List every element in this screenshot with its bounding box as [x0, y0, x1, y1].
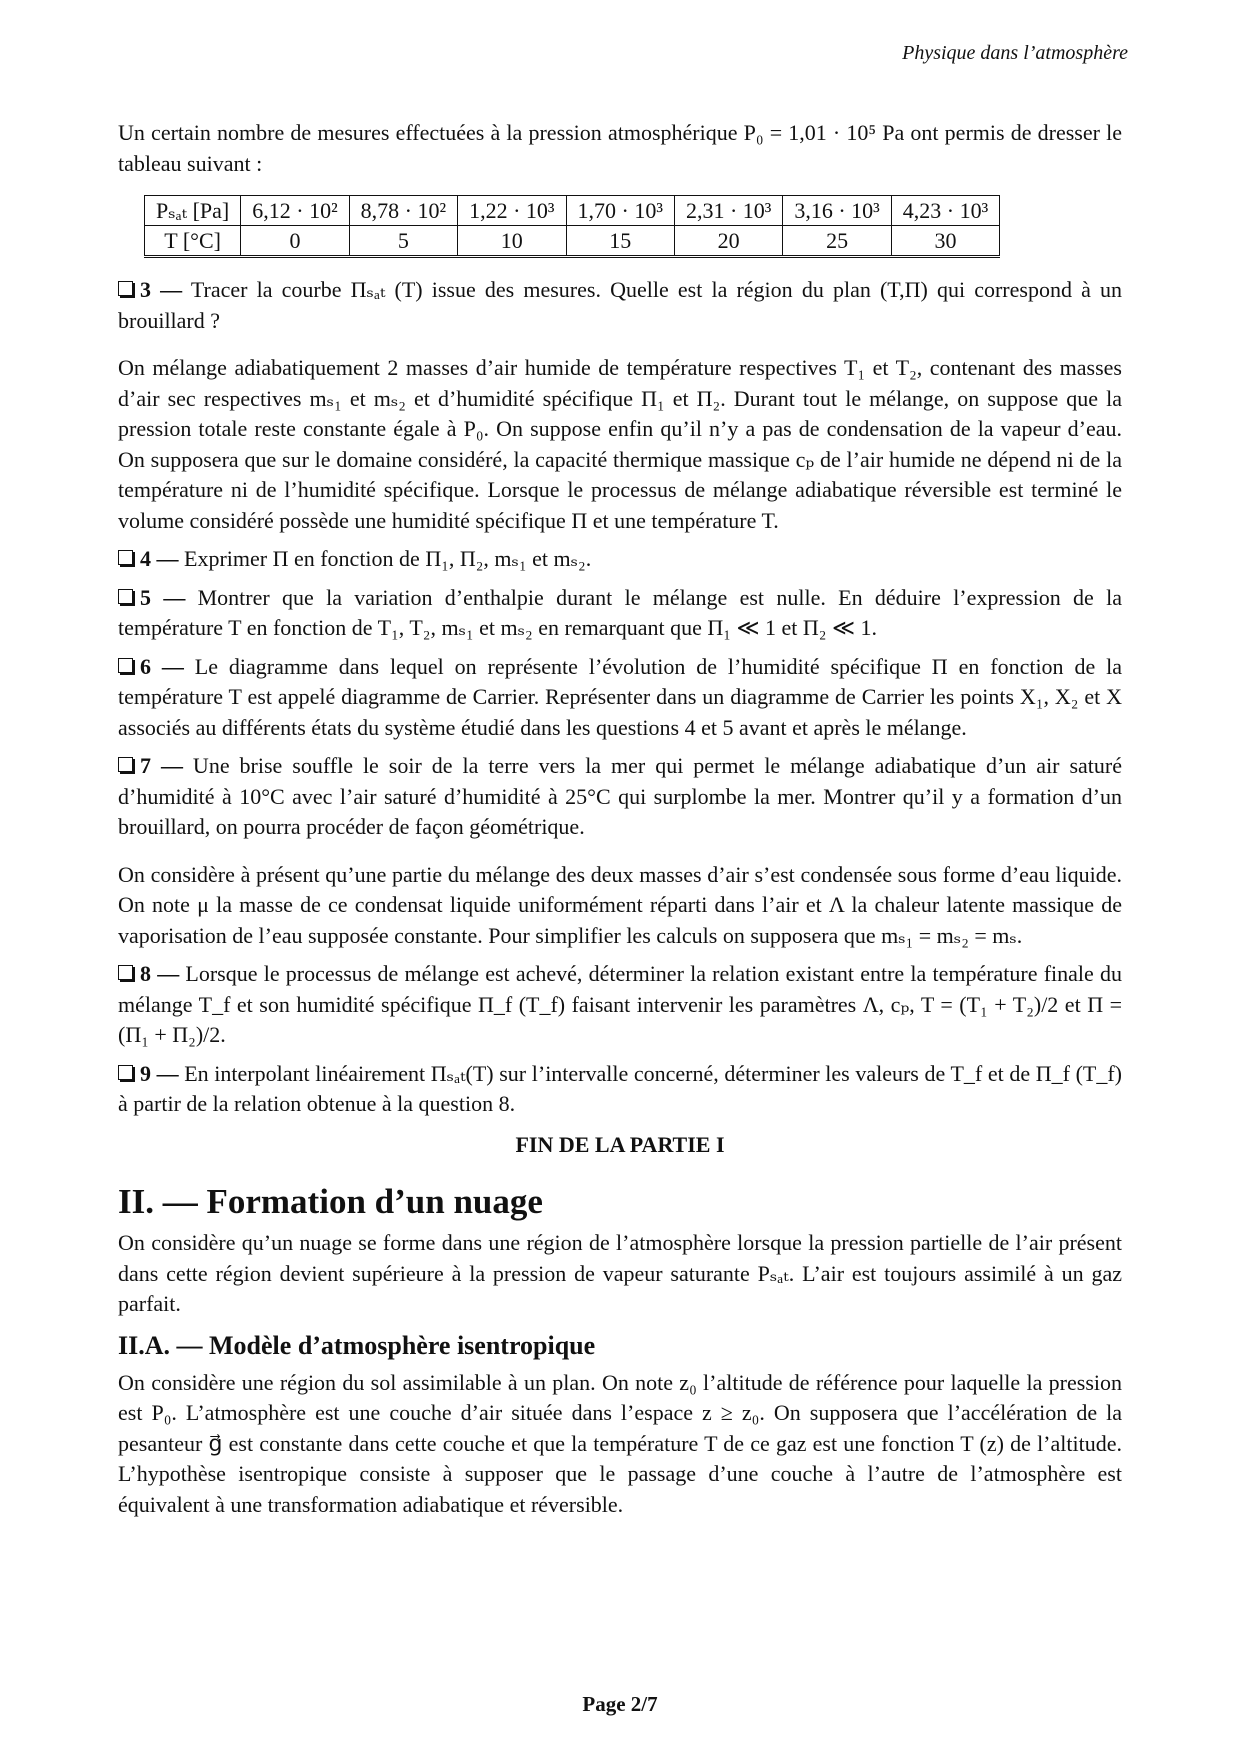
question-number: 8 —: [140, 961, 180, 986]
question-number: 3 —: [140, 277, 183, 302]
table-cell: 5: [349, 226, 457, 257]
row-label-temperature: T [°C]: [145, 226, 241, 257]
table-cell: 6,12 · 10²: [241, 196, 349, 226]
question-number: 7 —: [140, 753, 183, 778]
table-row: [145, 226, 1000, 257]
question-number: 4 —: [140, 546, 179, 571]
section-2a-paragraph: On considère une région du sol assimilable à un plan. On note z₀ l’altitude de référence pour laquelle la pression est P₀. L’atmosphère est une couche d’air située dans l’espace z ≥ z₀. On supposera que l’accélération de la pesanteur g⃗ est constante dans cette couche et que la température T de ce gaz est une fonction T (z) de l’altitude. L’hypothèse isentropique consiste à supposer que le passage d’une couche à l’autre de l’atmosphère est équivalent à une transformation adiabatique et réversible.: [118, 1369, 1122, 1517]
row-label-psat: Pₛₐₜ [Pa]: [145, 196, 241, 226]
table-cell: 1,22 · 10³: [458, 196, 566, 226]
table-cell: 30: [891, 226, 999, 257]
condensation-paragraph: On considère à présent qu’une partie du mélange des deux masses d’air s’est condensée sous forme d’eau liquide. On note μ la masse de ce condensat liquide uniformément réparti dans l’air et Λ la chaleur latente massique de vaporisation de l’eau supposée constante. Pour simplifier les calculs on supposera que mₛ₁ = mₛ₂ = mₛ.: [118, 861, 1122, 948]
question-number: 6 —: [140, 653, 184, 679]
table-row: [145, 196, 1000, 226]
page-body: [118, 118, 1122, 1520]
question-8: [118, 959, 1122, 1051]
checkbox-icon: [118, 589, 133, 604]
question-4: [118, 544, 1122, 575]
table-cell: 4,23 · 10³: [891, 196, 999, 226]
question-7: [118, 751, 1122, 843]
table-cell: 2,31 · 10³: [674, 196, 782, 226]
section-2a-title: II.A. — Modèle d’atmosphère isentropique: [118, 1330, 596, 1360]
question-text: Exprimer Π en fonction de Π₁, Π₂, mₛ₁ et mₛ₂.: [178, 546, 592, 571]
section-2-title: II. — Formation d’un nuage: [118, 1182, 543, 1221]
question-text: Une brise souffle le soir de la terre vers la mer qui permet le mélange adiabatique d’un air saturé d’humidité à 10°C avec l’air saturé d’humidité à 25°C qui surplombe la mer. Montrer qu’il y a formation d’un brouillard, on pourra procéder de façon géométrique.: [118, 753, 1122, 839]
table-cell: 10: [458, 226, 566, 257]
saturation-table: [144, 195, 1000, 258]
table-cell: 3,16 · 10³: [783, 196, 891, 226]
checkbox-icon: [118, 757, 133, 772]
question-5: [118, 583, 1122, 644]
checkbox-icon: [118, 281, 133, 296]
checkbox-icon: [118, 965, 133, 980]
table-cell: 1,70 · 10³: [566, 196, 674, 226]
checkbox-icon: [118, 658, 133, 673]
question-text: Tracer la courbe Πₛₐₜ (T) issue des mesures. Quelle est la région du plan (T,Π) qui correspond à un brouillard ?: [118, 277, 1122, 333]
section-2-paragraph: On considère qu’un nuage se forme dans une région de l’atmosphère lorsque la pression partielle de l’air présent dans cette région devient supérieure à la pression de vapeur saturante Pₛₐₜ. L’air est toujours assimilé à un gaz parfait.: [118, 1230, 1122, 1316]
question-text: Lorsque le processus de mélange est achevé, déterminer la relation existant entre la température finale du mélange T_f et son humidité spécifique Π_f (T_f) faisant intervenir les paramètres Λ, cₚ, T = (T₁ + T₂)/2 et Π = (Π₁ + Π₂)/2.: [118, 961, 1122, 1047]
page-number: Page 2/7: [582, 1692, 658, 1716]
table-cell: 0: [241, 226, 349, 257]
table-cell: 8,78 · 10²: [349, 196, 457, 226]
question-6: [118, 652, 1122, 744]
intro-paragraph: Un certain nombre de mesures effectuées à la pression atmosphérique P₀ = 1,01 · 10⁵ Pa ont permis de dresser le tableau suivant :: [118, 120, 1122, 176]
running-header: Physique dans l’atmosphère: [902, 42, 1128, 64]
question-number: 5 —: [140, 584, 186, 610]
table-cell: 15: [566, 226, 674, 257]
question-3: [118, 275, 1122, 336]
question-text: En interpolant linéairement Πₛₐₜ(T) sur l’intervalle concerné, déterminer les valeurs de T_f et de Π_f (T_f) à partir de la relation obtenue à la question 8.: [118, 1060, 1122, 1116]
table-cell: 25: [783, 226, 891, 257]
checkbox-icon: [118, 1065, 133, 1080]
checkbox-icon: [118, 550, 133, 565]
end-of-part-marker: FIN DE LA PARTIE I: [515, 1131, 725, 1157]
question-text: Montrer que la variation d’enthalpie durant le mélange est nulle. En déduire l’expression de la température T en fonction de T₁, T₂, mₛ₁ et mₛ₂ en remarquant que Π₁ ≪ 1 et Π₂ ≪ 1.: [118, 584, 1122, 640]
question-9: [118, 1059, 1122, 1120]
question-text: Le diagramme dans lequel on représente l’évolution de l’humidité spécifique Π en fonction de la température T est appelé diagramme de Carrier. Représenter dans un diagramme de Carrier les points X₁, X₂ et X associés au différents états du système étudié dans les questions 4 et 5 avant et après le mélange.: [118, 653, 1122, 740]
table-cell: 20: [674, 226, 782, 257]
mixing-paragraph: On mélange adiabatiquement 2 masses d’air humide de température respectives T₁ et T₂, contenant des masses d’air sec respectives mₛ₁ et mₛ₂ et d’humidité spécifique Π₁ et Π₂. Durant tout le mélange, on suppose que la pression totale reste constante égale à P₀. On suppose enfin qu’il n’y a pas de condensation de la vapeur d’eau. On supposera que sur le domaine considéré, la capacité thermique massique cₚ de l’air humide ne dépend ni de la température ni de l’humidité spécifique. Lorsque le processus de mélange adiabatique réversible est terminé le volume considéré possède une humidité spécifique Π et une température T.: [118, 355, 1122, 533]
question-number: 9 —: [140, 1060, 179, 1086]
